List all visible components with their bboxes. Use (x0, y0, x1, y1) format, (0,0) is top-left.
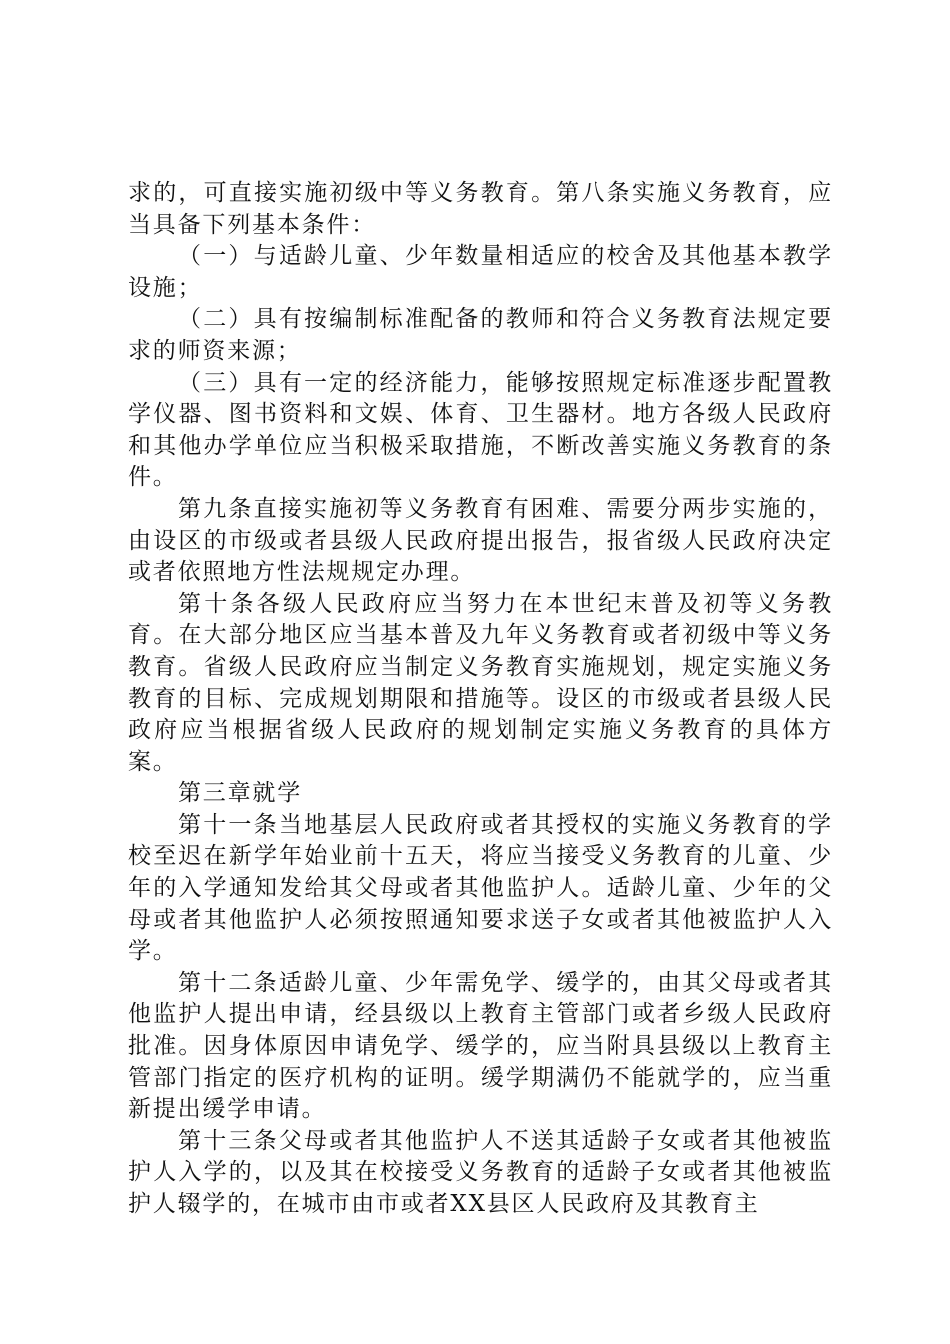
paragraph-9: 第十二条适龄儿童、少年需免学、缓学的，由其父母或者其他监护人提出申请，经县级以上教育主管部门或者乡级人民政府批准。因身体原因申请免学、缓学的，应当附具县级以上教育主管部门指定的医疗机构的证明。缓学期满仍不能就学的，应当重新提出缓学申请。 (128, 969, 833, 1123)
paragraph-6: 第十条各级人民政府应当努力在本世纪末普及初等义务教育。在大部分地区应当基本普及九年义务教育或者初级中等义务教育。省级人民政府应当制定义务教育实施规划，规定实施义务教育的目标、完成规划期限和措施等。设区的市级或者县级人民政府应当根据省级人民政府的规划制定实施义务教育的具体方案。 (128, 590, 833, 775)
paragraph-4: （三）具有一定的经济能力，能够按照规定标准逐步配置教学仪器、图书资料和文娱、体育、卫生器材。地方各级人民政府和其他办学单位应当积极采取措施，不断改善实施义务教育的条件。 (128, 369, 833, 491)
chapter-heading: 第三章就学 (178, 780, 302, 807)
paragraph-3: （二）具有按编制标准配备的教师和符合义务教育法规定要求的师资来源； (128, 306, 833, 364)
paragraph-8: 第十一条当地基层人民政府或者其授权的实施义务教育的学校至迟在新学年始业前十五天，将应当接受义务教育的儿童、少年的入学通知发给其父母或者其他监护人。适龄儿童、少年的父母或者其他监护人必须按照通知要求送子女或者其他被监护人入学。 (128, 811, 833, 965)
paragraph-5: 第九条直接实施初等义务教育有困难、需要分两步实施的，由设区的市级或者县级人民政府提出报告，报省级人民政府决定或者依照地方性法规规定办理。 (128, 495, 833, 586)
document-body (128, 178, 833, 1221)
paragraph-1: 求的，可直接实施初级中等义务教育。第八条实施义务教育，应当具备下列基本条件： (128, 180, 833, 238)
paragraph-10: 第十三条父母或者其他监护人不送其适龄子女或者其他被监护人入学的，以及其在校接受义务教育的适龄子女或者其他被监护人辍学的，在城市由市或者XX县区人民政府及其教育主 (128, 1127, 833, 1217)
paragraph-2: （一）与适龄儿童、少年数量相适应的校舍及其他基本教学设施； (128, 243, 833, 301)
